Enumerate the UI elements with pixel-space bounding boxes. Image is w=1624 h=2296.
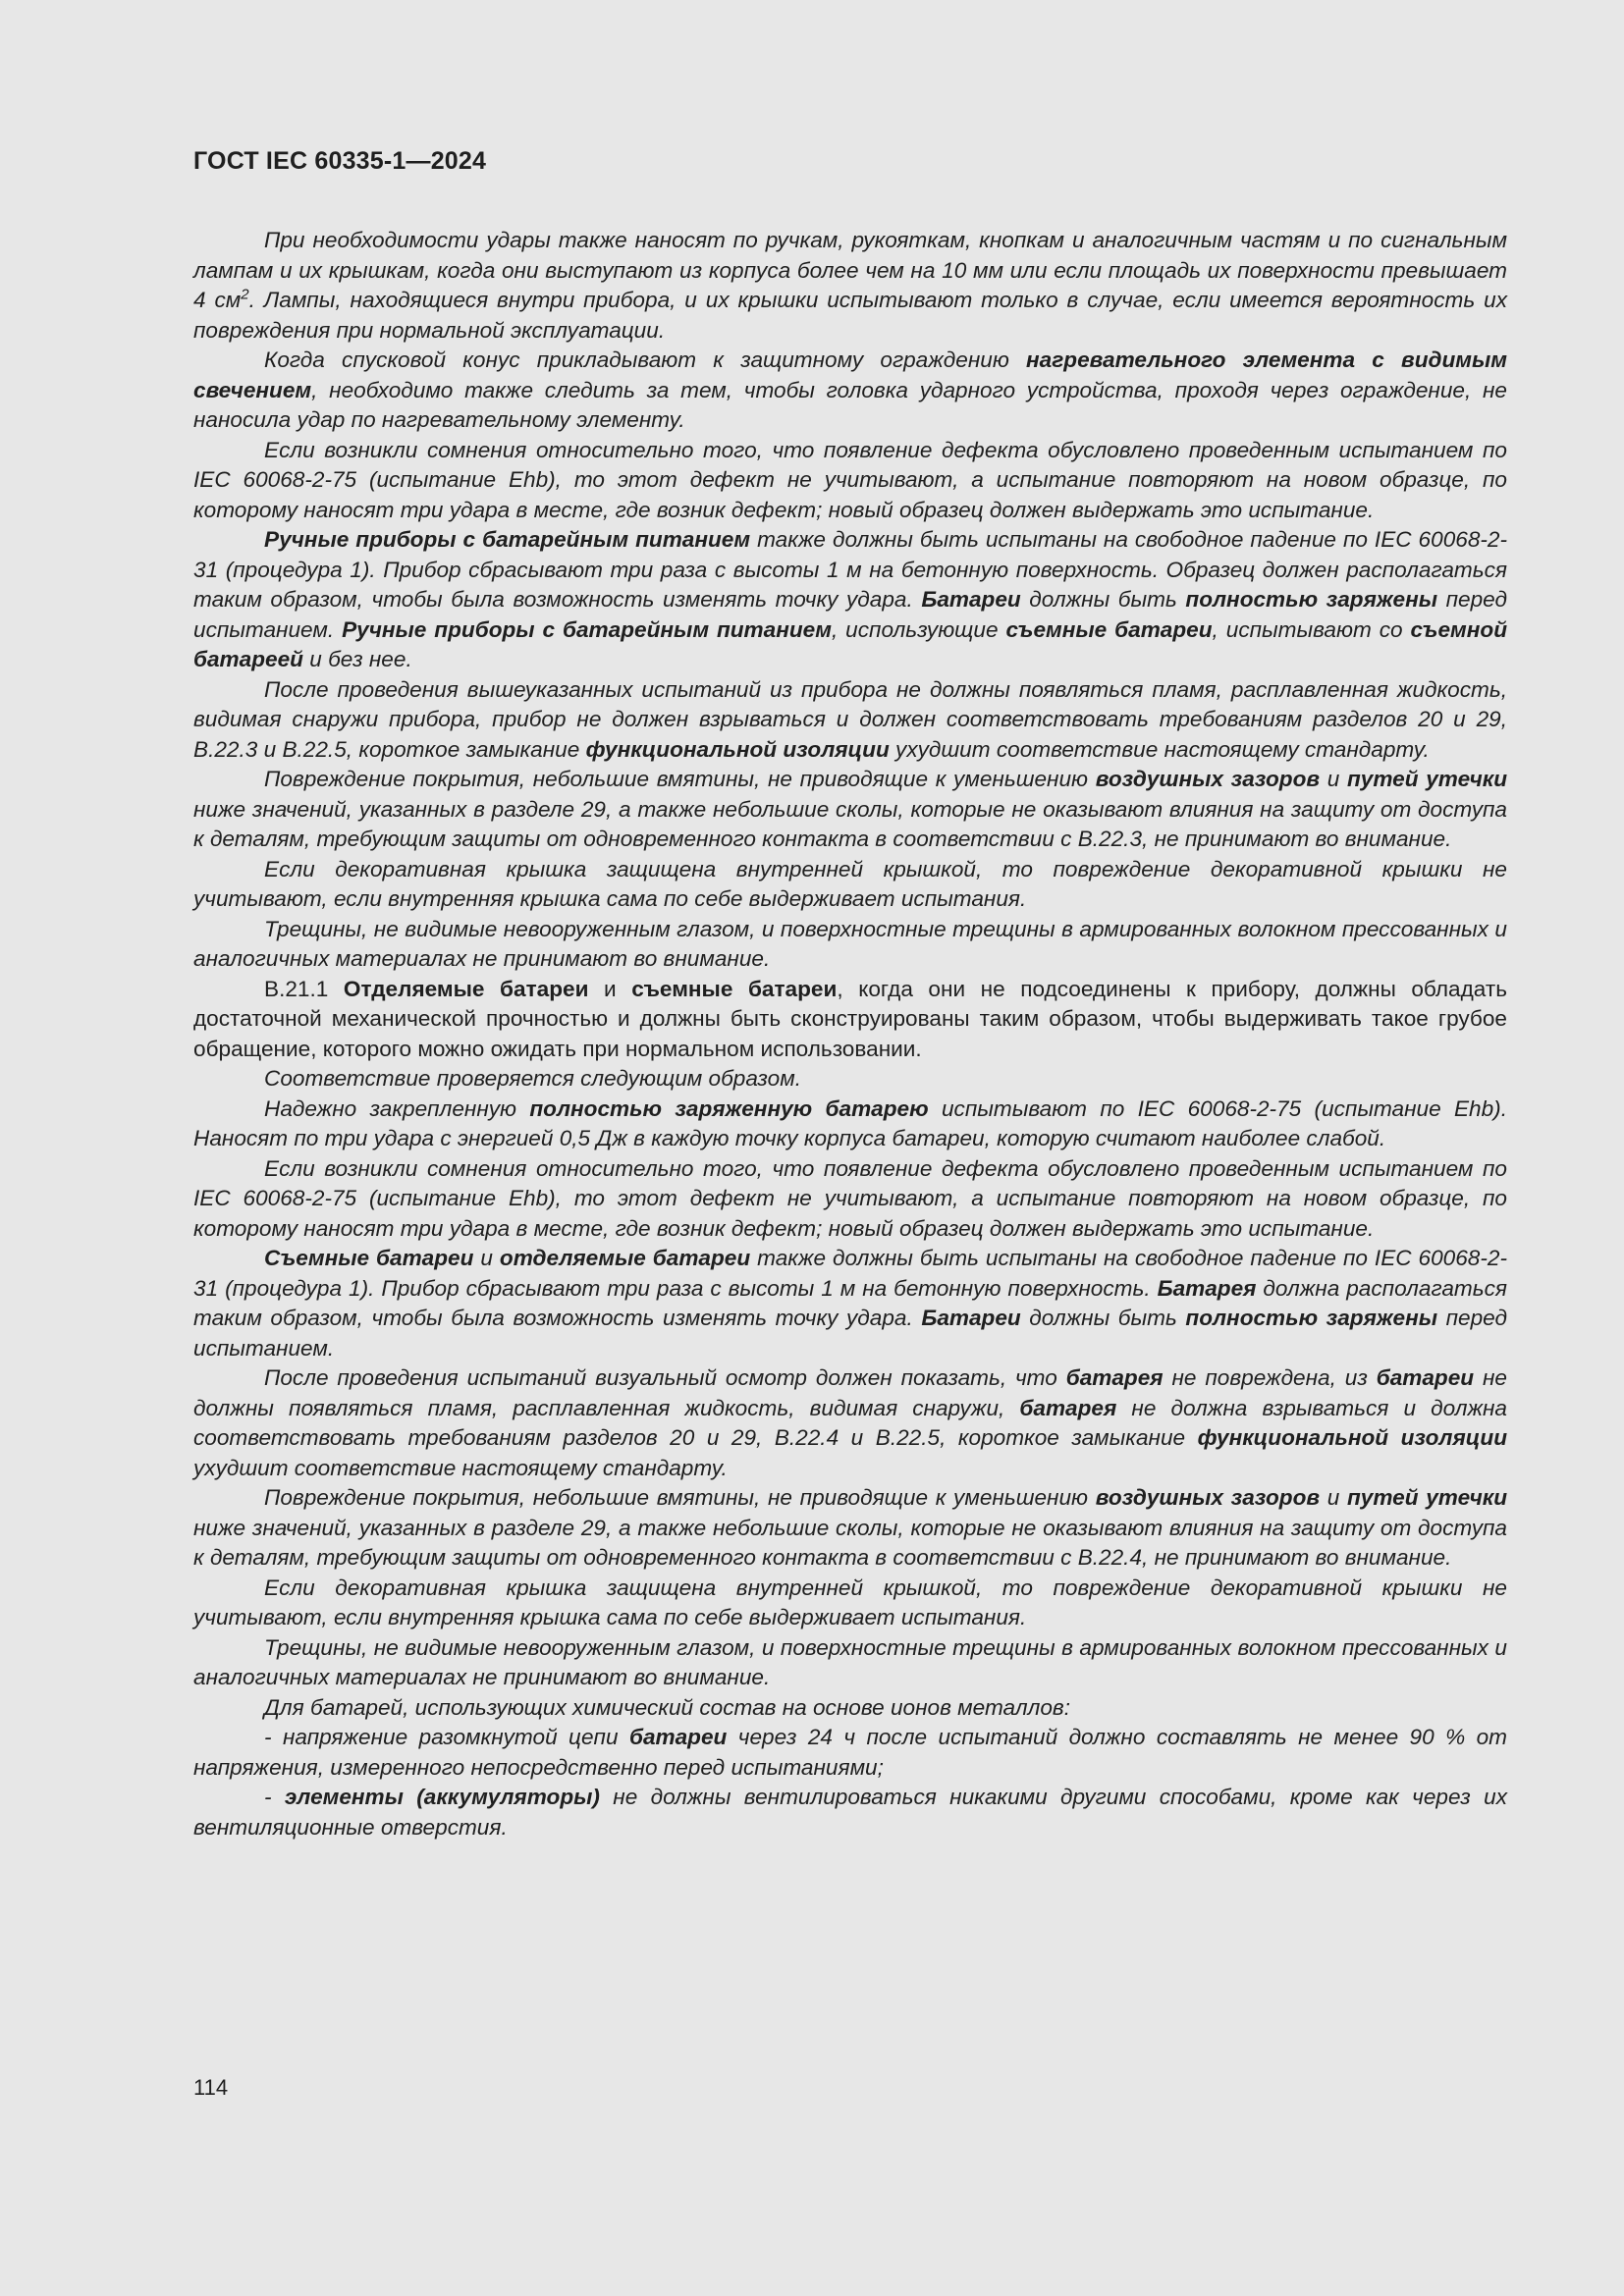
term-bold: батарея [1065, 1365, 1164, 1390]
term-bold: Отделяемые батареи [343, 976, 589, 1001]
text-run: . Лампы, находящиеся внутри прибора, и их крышки испытывают только в случае, если имеется вероятность их повреждения при нормальной эксплуатации. [193, 288, 1507, 343]
term-bold: Батарея [1157, 1275, 1257, 1301]
paragraph [193, 1693, 1507, 1724]
text-run: Если возникли сомнения относительно того, что появление дефекта обусловлено проведенным испытанием по IEC 60068-2-75 (испытание Ehb), то этот дефект не учитывают, а испытание повторяют на новом образце, по которому наносят три удара в месте, где возник дефект; новый образец должен выдержать это испытание. [193, 1155, 1507, 1241]
text-run: также должны быть испытаны на свободное падение по IEC 60068-2-31 (процедура 1). Прибор сбрасывают три раза с высоты 1 м на бетонную поверхность. [193, 1246, 1507, 1301]
text-run: не должна взрываться и должна соответствовать требованиям разделов 20 и 29, B.22.4 и B.22.5, короткое замыкание [193, 1395, 1507, 1450]
term-bold: воздушных зазоров [1095, 1485, 1321, 1510]
term-bold: элементы (аккумуляторы) [284, 1785, 600, 1809]
term-bold: функциональной изоляции [1197, 1425, 1507, 1450]
text-run: После проведения испытаний визуальный осмотр должен показать, что [264, 1365, 1066, 1390]
term-bold: съемные батареи [1005, 616, 1213, 642]
term-bold: полностью заряжены [1185, 1306, 1438, 1330]
term-bold: съемные батареи [631, 976, 838, 1001]
text-run: также должны быть испытаны на свободное падение по IEC 60068-2-31 (процедура 1). Прибор сбрасывают три раза с высоты 1 м на бетонную поверхность. Образец должен располагаться таким образом, чтобы была возможность изменять точку удара. [193, 527, 1507, 612]
text-run: ниже значений, указанных в разделе 29, а также небольшие сколы, которые не оказывают влияния на защиту от доступа к деталям, требующим защиты от одновременного контакта в соответствии с B.22.3, не принимают во внимание. [193, 796, 1507, 851]
paragraph [193, 1633, 1507, 1693]
text-run: Если возникли сомнения относительно того, что появление дефекта обусловлено проведенным испытанием по IEC 60068-2-75 (испытание Ehb), то этот дефект не учитывают, а испытание повторяют на новом образце, по которому наносят три удара в месте, где возник дефект; новый образец должен выдержать это испытание. [193, 437, 1507, 522]
paragraph [193, 1783, 1507, 1842]
term-bold: отделяемые батареи [499, 1246, 751, 1270]
text-run: Повреждение покрытия, небольшие вмятины, не приводящие к уменьшению [264, 767, 1096, 791]
text-run: , испытывают со [1212, 616, 1411, 642]
paragraph [193, 1244, 1507, 1363]
superscript: 2 [241, 286, 249, 303]
text-run: ниже значений, указанных в разделе 29, а также небольшие сколы, которые не оказывают влияния на защиту от доступа к деталям, требующим защиты от одновременного контакта в соответствии с B.22.4, не принимают во внимание. [193, 1515, 1507, 1570]
paragraph [193, 1095, 1507, 1154]
text-run: не повреждена, из [1163, 1365, 1377, 1390]
text-run: Для батарей, использующих химический состав на основе ионов металлов: [264, 1694, 1070, 1720]
paragraph [193, 1154, 1507, 1245]
text-run: При необходимости удары также наносят по ручкам, рукояткам, кнопкам и аналогичным частям и по сигнальным лампам и их крышкам, когда они выступают из корпуса более чем на 10 мм или если площадь их поверхности превышает 4 см [193, 228, 1507, 312]
term-bold: нагревательного элемента с видимым свечением [193, 347, 1507, 402]
text-run: Если декоративная крышка защищена внутренней крышкой, то повреждение декоративной крышки не учитывают, если внутренняя крышка сама по себе выдерживает испытания. [193, 1575, 1507, 1629]
paragraph [193, 975, 1507, 1065]
term-bold: Батареи [921, 1306, 1021, 1330]
paragraph [193, 675, 1507, 766]
text-run: и [473, 1246, 500, 1270]
text-run: , когда они не подсоединены к прибору, должны обладать достаточной механической прочностью и должны быть сконструированы таким образом, чтобы выдерживать такое грубое обращение, которого можно ожидать при нормальном использовании. [193, 976, 1507, 1061]
term-bold: Съемные батареи [264, 1246, 474, 1270]
term-bold: путей утечки [1347, 1485, 1507, 1510]
text-run: - [264, 1785, 285, 1809]
text-run: ухудшит соответствие настоящему стандарту. [889, 736, 1430, 762]
text-run: перед испытанием. [193, 1306, 1507, 1361]
paragraph [193, 1723, 1507, 1783]
text-run: Когда спусковой конус прикладывают к защитному ограждению [264, 347, 1027, 372]
text-run: не должны вентилироваться никакими другими способами, кроме как через их вентиляционные отверстия. [193, 1785, 1507, 1840]
term-bold: функциональной изоляции [585, 736, 890, 762]
paragraph [193, 436, 1507, 526]
term-bold: воздушных зазоров [1095, 767, 1321, 791]
term-bold: Ручные приборы с батарейным питанием [264, 527, 751, 552]
text-run: - напряжение разомкнутой цепи [264, 1725, 629, 1749]
paragraph [193, 855, 1507, 915]
paragraph [193, 1064, 1507, 1095]
text-run: и [588, 976, 632, 1001]
paragraph [193, 915, 1507, 975]
text-run: , необходимо также следить за тем, чтобы головка ударного устройства, проходя через ограждение, не наносила удар по нагревательному элементу. [193, 377, 1507, 432]
text-run: B.21.1 [264, 976, 344, 1001]
term-bold: батарея [1019, 1395, 1117, 1420]
text-run: испытывают по IEC 60068-2-75 (испытание Ehb). Наносят по три удара с энергией 0,5 Дж в каждую точку корпуса батареи, которую считают наиболее слабой. [193, 1095, 1507, 1150]
text-run: После проведения вышеуказанных испытаний из прибора не должны появляться пламя, расплавленная жидкость, видимая снаружи прибора, прибор не должен взрываться и должен соответствовать требованиям разделов 20 и 29, B.22.3 и B.22.5, короткое замыкание [193, 676, 1507, 762]
term-bold: Ручные приборы с батарейным питанием [342, 616, 832, 642]
term-bold: съемной батареей [193, 616, 1508, 671]
term-bold: полностью заряжены [1185, 587, 1438, 612]
text-run: Если декоративная крышка защищена внутренней крышкой, то повреждение декоративной крышки не учитывают, если внутренняя крышка сама по себе выдерживает испытания. [193, 856, 1507, 911]
paragraph [193, 1483, 1507, 1574]
text-run: должна располагаться таким образом, чтобы была возможность изменять точку удара. [193, 1275, 1507, 1330]
paragraph [193, 346, 1507, 436]
text-run: Трещины, не видимые невооруженным глазом, и поверхностные трещины в армированных волокном прессованных и аналогичных материалах не принимают во внимание. [193, 916, 1507, 971]
text-run: должны быть [1020, 587, 1186, 612]
text-run: ухудшит соответствие настоящему стандарту. [193, 1455, 728, 1480]
text-run: Повреждение покрытия, небольшие вмятины, не приводящие к уменьшению [264, 1485, 1096, 1510]
paragraph [193, 525, 1507, 675]
document-body [193, 226, 1507, 1842]
text-run: через 24 ч после испытаний должно составлять не менее 90 % от напряжения, измеренного непосредственно перед испытаниями; [193, 1725, 1507, 1780]
text-run: , использующие [831, 616, 1006, 642]
term-bold: полностью заряженную батарею [529, 1095, 929, 1121]
paragraph [193, 1574, 1507, 1633]
text-run: Соответствие проверяется следующим образом. [264, 1066, 802, 1091]
text-run: перед испытанием. [193, 587, 1507, 642]
text-run: и [1320, 1485, 1347, 1510]
text-run: Надежно закрепленную [264, 1095, 530, 1121]
text-run: и [1320, 767, 1347, 791]
paragraph [193, 1363, 1507, 1483]
term-bold: Батареи [921, 587, 1021, 612]
term-bold: путей утечки [1347, 767, 1507, 791]
page-number: 114 [193, 2075, 229, 2100]
text-run: Трещины, не видимые невооруженным глазом, и поверхностные трещины в армированных волокном прессованных и аналогичных материалах не принимают во внимание. [193, 1634, 1507, 1689]
paragraph [193, 226, 1507, 346]
text-run: не должны появляться пламя, расплавленная жидкость, видимая снаружи, [193, 1365, 1507, 1420]
text-run: и без нее. [302, 647, 412, 671]
paragraph [193, 765, 1507, 855]
document-header: ГОСТ IEC 60335-1—2024 [193, 147, 487, 175]
text-run: должны быть [1020, 1306, 1186, 1330]
term-bold: батареи [1376, 1365, 1475, 1390]
term-bold: батареи [628, 1725, 728, 1749]
